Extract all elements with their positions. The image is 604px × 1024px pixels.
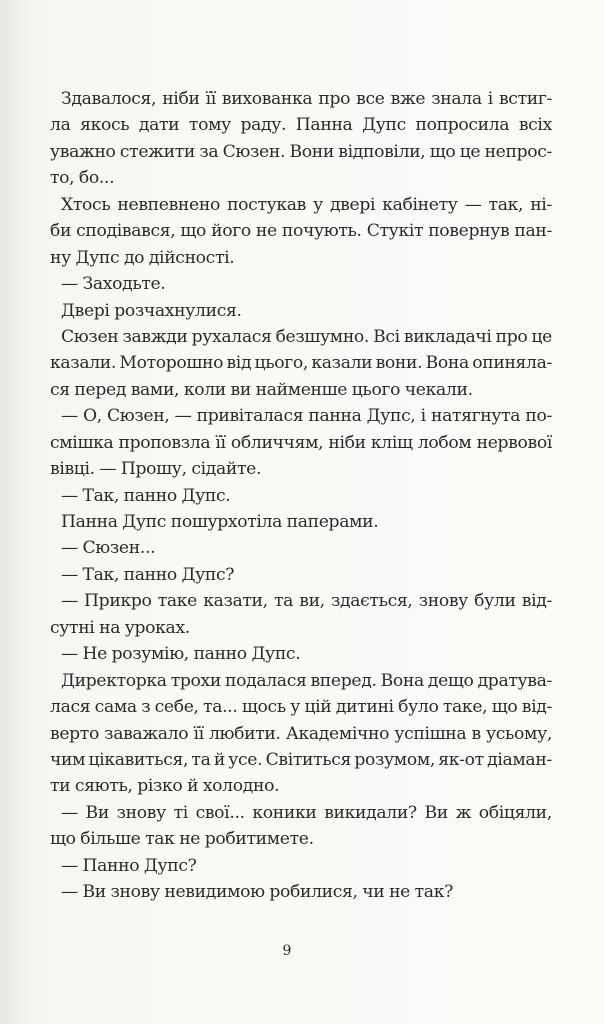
paragraph bbox=[50, 298, 552, 324]
text-line: казали. Моторошно від цього, казали вони. Вона опиняла- bbox=[50, 353, 552, 374]
paragraph bbox=[50, 403, 552, 482]
text-line: Директорка трохи подалася вперед. Вона дещо дратува- bbox=[61, 670, 552, 691]
text-line: то, бо... bbox=[50, 168, 115, 189]
paragraph bbox=[50, 641, 552, 667]
text-line: би сподівався, що його не почують. Стукіт повернув пан- bbox=[50, 221, 552, 242]
paragraph bbox=[50, 483, 552, 509]
text-line: ла якось дати тому раду. Панна Дупс попросила всіх bbox=[50, 115, 552, 136]
text-line: верто заважало її любити. Академічно успішна в усьому, bbox=[50, 723, 552, 744]
paragraph bbox=[50, 324, 552, 403]
text-line: — Сюзен... bbox=[61, 538, 156, 559]
paragraph bbox=[50, 879, 552, 905]
text-line: — Ви знову ті свої... коники викидали? Ви ж обіцяли, bbox=[61, 802, 552, 823]
page-number: 9 bbox=[282, 943, 292, 959]
text-line: уважно стежити за Сюзен. Вони відповіли, що це непрос- bbox=[50, 141, 552, 162]
text-line: — Панно Дупс? bbox=[61, 855, 197, 876]
text-line: чим цікавиться, та й усе. Світиться розумом, як-от діаман- bbox=[50, 749, 552, 770]
text-line: Здавалося, ніби її вихованка про все вже знала і встиг- bbox=[61, 89, 552, 109]
text-line: — О, Сюзен, — привіталася панна Дупс, і натягнута по- bbox=[61, 406, 552, 427]
text-line: — Не розумію, панно Дупс. bbox=[61, 644, 301, 665]
paragraph bbox=[50, 562, 552, 588]
paragraph bbox=[50, 535, 552, 561]
paragraph bbox=[50, 271, 552, 297]
text-line: — Так, панно Дупс? bbox=[61, 564, 235, 585]
text-line: лася сама з себе, та... щось у цій дитині було таке, що від- bbox=[50, 697, 552, 718]
text-line: — Заходьте. bbox=[61, 274, 166, 295]
text-line: Двері розчахнулися. bbox=[61, 300, 242, 321]
text-line: смішка проповзла її обличчям, ніби кліщ лобом нервової bbox=[50, 432, 552, 453]
text-line: Хтось невпевнено постукав у двері кабінету — так, ні- bbox=[61, 194, 552, 215]
paragraph bbox=[50, 588, 552, 641]
text-line: ти сяють, різко й холодно. bbox=[50, 776, 280, 797]
text-line: — Прикро таке казати, та ви, здається, знову були від- bbox=[61, 591, 552, 612]
text-line: ся перед вами, коли ви найменше цього чекали. bbox=[50, 379, 473, 400]
text-line: Панна Дупс пошурхотіла паперами. bbox=[61, 512, 379, 532]
text-line: сутні на уроках. bbox=[50, 617, 190, 638]
text-line: Сюзен завжди рухалася безшумно. Всі викладачі про це bbox=[61, 326, 552, 347]
paragraph bbox=[50, 192, 552, 271]
paragraph bbox=[50, 668, 552, 800]
book-page-body bbox=[50, 86, 552, 906]
paragraph bbox=[50, 509, 552, 535]
paragraph bbox=[50, 853, 552, 879]
paragraph bbox=[50, 800, 552, 853]
text-line: що більше так не робитимете. bbox=[50, 829, 314, 850]
text-line: — Ви знову невидимою робилися, чи не так? bbox=[61, 882, 453, 903]
text-line: вівці. — Прошу, сідайте. bbox=[50, 459, 262, 480]
text-line: — Так, панно Дупс. bbox=[61, 485, 231, 506]
text-line: ну Дупс до дійсності. bbox=[50, 247, 235, 268]
paragraph bbox=[50, 86, 552, 192]
